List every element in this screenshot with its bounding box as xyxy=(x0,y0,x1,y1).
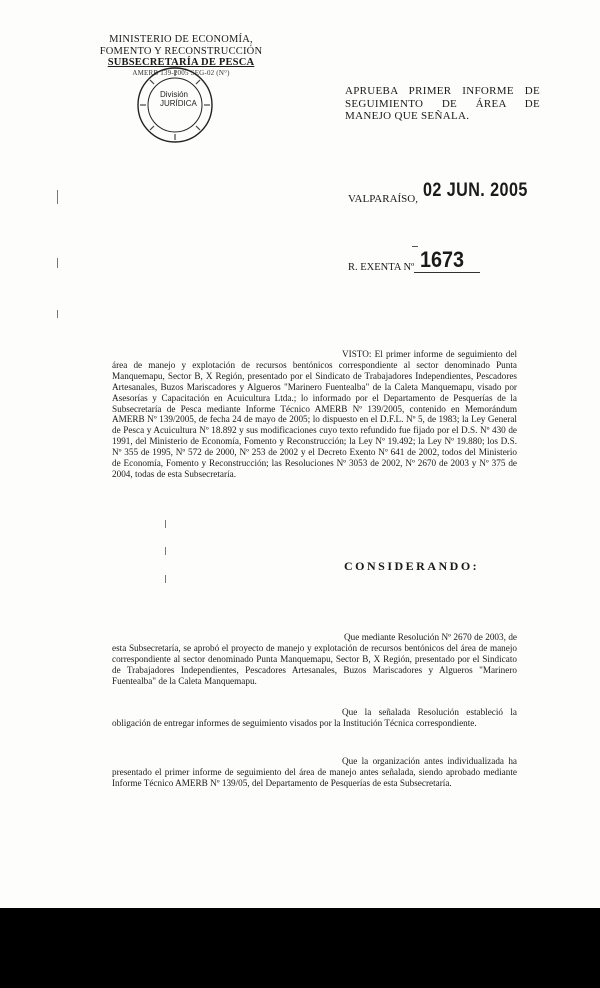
scan-artifact xyxy=(165,575,166,583)
seal-juridica: JURÍDICA xyxy=(160,99,197,108)
considerando-item-1: Que mediante Resolución Nº 2670 de 2003, de esta Subsecretaría, se aprobó el proyecto de manejo y explotación de recursos bentónicos del área de manejo correspondiente al sector denominado Punta Manquemapu, Sector B, X Región, presentado por el Sindicato de Trabajadores Independientes, Pescadores Artesanales, Buzos Mariscadores y Algueros "Marinero Fuentealba" de la Caleta Manquemapu. xyxy=(112,632,517,686)
visto-paragraph: VISTO: El primer informe de seguimiento del área de manejo y explotación de recursos bentónicos correspondiente al sector denominado Punta Manquemapu, Sector B, X Región, presentado por el Sindicato de Trabajadores Independientes, Pescadores Artesanales, Buzos Mariscadores y Algueros "Marinero Fuentealba" de la Caleta Manquemapu, visado por Asesorías y Capacitación en Acuicultura Ltda.; lo informado por el Departamento de Pesquerías de la Subsecretaría de Pesca mediante Informe Técnico AMERB Nº 139/2005, contenido en Memorándum AMERB Nº 139/2005, de fecha 24 de mayo de 2005; lo dispuesto en el D.F.L. Nº 5, de 1983; la Ley General de Pesca y Acuicultura Nº 18.892 y sus modificaciones cuyo texto refundido fue fijado por el D.S. Nº 430 de 1991, del Ministerio de Economía, Fomento y Reconstrucción; la Ley Nº 19.492; la Ley Nº 19.880; los D.S. Nº 355 de 1995, Nº 572 de 2000, Nº 253 de 2002 y el Decreto Exento Nº 641 de 2002, todos del Ministerio de Economía, Fomento y Reconstrucción; las Resoluciones Nº 3053 de 2002, Nº 2670 de 2003 y Nº 375 de 2004, todas de esta Subsecretaría. xyxy=(112,349,517,479)
scan-artifact xyxy=(165,547,166,555)
considerando-item-2: Que la señalada Resolución estableció la obligación de entregar informes de seguimiento visados por la Institución Técnica correspondiente. xyxy=(112,707,517,728)
scan-artifact xyxy=(57,310,58,318)
scan-artifact xyxy=(165,520,166,528)
considerando-heading: CONSIDERANDO: xyxy=(344,559,480,573)
scan-bottom-border xyxy=(0,908,600,988)
considerando-item-3: Que la organización antes individualizada ha presentado el primer informe de seguimiento del área de manejo antes señalada, siendo aprobado mediante Informe Técnico AMERB Nº 139/05, del Departamento de Pesquerías de esta Subsecretaría. xyxy=(112,756,517,788)
seal-division: División xyxy=(160,90,189,99)
letterhead-reference: AMERB 139-2005 SEG-02 (N°) xyxy=(132,68,230,77)
document-place: VALPARAÍSO, xyxy=(348,193,418,205)
resolution-underline xyxy=(414,272,480,273)
document-date-stamp: 02 JUN. 2005 xyxy=(423,180,528,201)
scan-artifact xyxy=(57,258,58,268)
resolution-number: 1673 xyxy=(420,247,465,272)
document-subject: APRUEBA PRIMER INFORME DE SEGUIMIENTO DE ÁREA DE MANEJO QUE SEÑALA. xyxy=(345,85,540,122)
tick-mark xyxy=(412,246,418,247)
scan-artifact xyxy=(57,190,58,204)
letterhead-subsecretaria: SUBSECRETARÍA DE PESCA xyxy=(107,57,255,68)
letterhead-ministry-2: FOMENTO Y RECONSTRUCCIÓN xyxy=(99,45,263,57)
seal-label xyxy=(160,90,197,108)
letterhead-ministry: MINISTERIO DE ECONOMÍA, xyxy=(109,34,253,45)
resolution-label: R. EXENTA Nº xyxy=(348,262,415,273)
